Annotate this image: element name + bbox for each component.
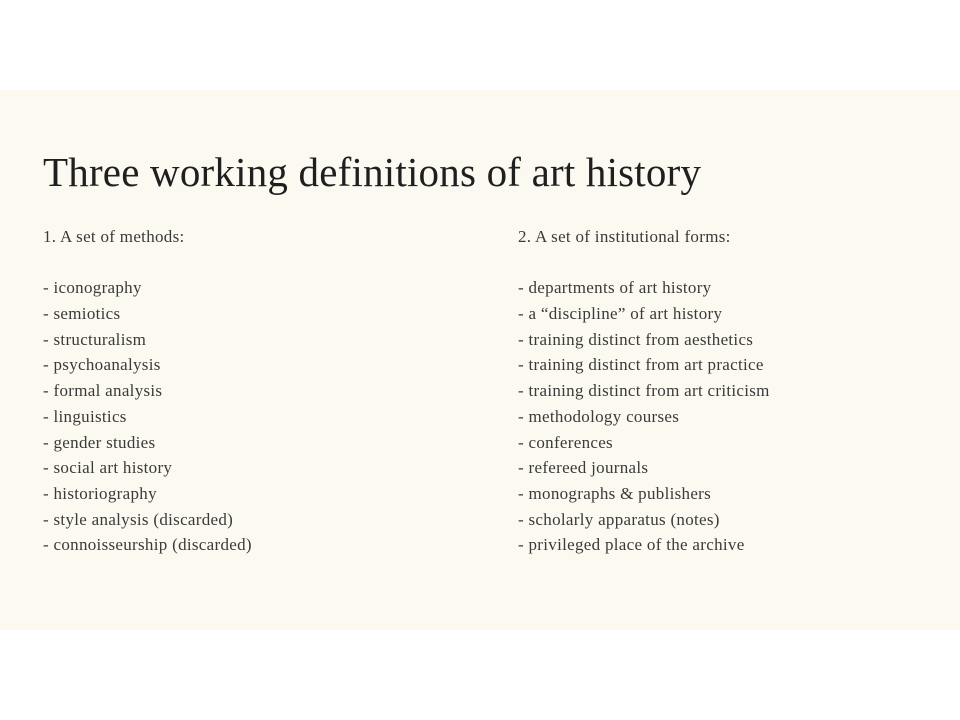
list-item: - training distinct from art criticism	[518, 381, 770, 401]
institutional-forms-list	[518, 275, 938, 558]
list-item: - semiotics	[43, 304, 121, 324]
methods-column	[43, 224, 473, 558]
list-item: - monographs & publishers	[518, 483, 712, 503]
list-item: - historiography	[43, 483, 157, 503]
institutional-forms-column	[518, 224, 938, 558]
list-item: - privileged place of the archive	[518, 535, 745, 555]
list-item: - departments of art history	[518, 278, 712, 298]
list-item: - linguistics	[43, 406, 127, 426]
list-item: - training distinct from aesthetics	[518, 329, 754, 349]
list-item: - scholarly apparatus (notes)	[518, 509, 720, 529]
list-item: - social art history	[43, 458, 173, 478]
list-item: - training distinct from art practice	[518, 355, 764, 375]
list-item: - connoisseurship (discarded)	[43, 535, 252, 555]
list-item: - methodology courses	[518, 406, 680, 426]
list-item: - iconography	[43, 278, 142, 298]
methods-list	[43, 275, 473, 558]
list-item: - structuralism	[43, 329, 147, 349]
slide	[0, 90, 960, 630]
list-item: - gender studies	[43, 432, 156, 452]
institutional-forms-heading: 2. A set of institutional forms:	[518, 227, 731, 246]
list-item: - psychoanalysis	[43, 355, 161, 375]
slide-title: Three working definitions of art history	[43, 149, 702, 195]
list-item: - refereed journals	[518, 458, 649, 478]
list-item: - a “discipline” of art history	[518, 304, 723, 324]
methods-heading: 1. A set of methods:	[43, 227, 185, 246]
list-item: - formal analysis	[43, 381, 163, 401]
list-item: - style analysis (discarded)	[43, 509, 234, 529]
list-item: - conferences	[518, 432, 613, 452]
